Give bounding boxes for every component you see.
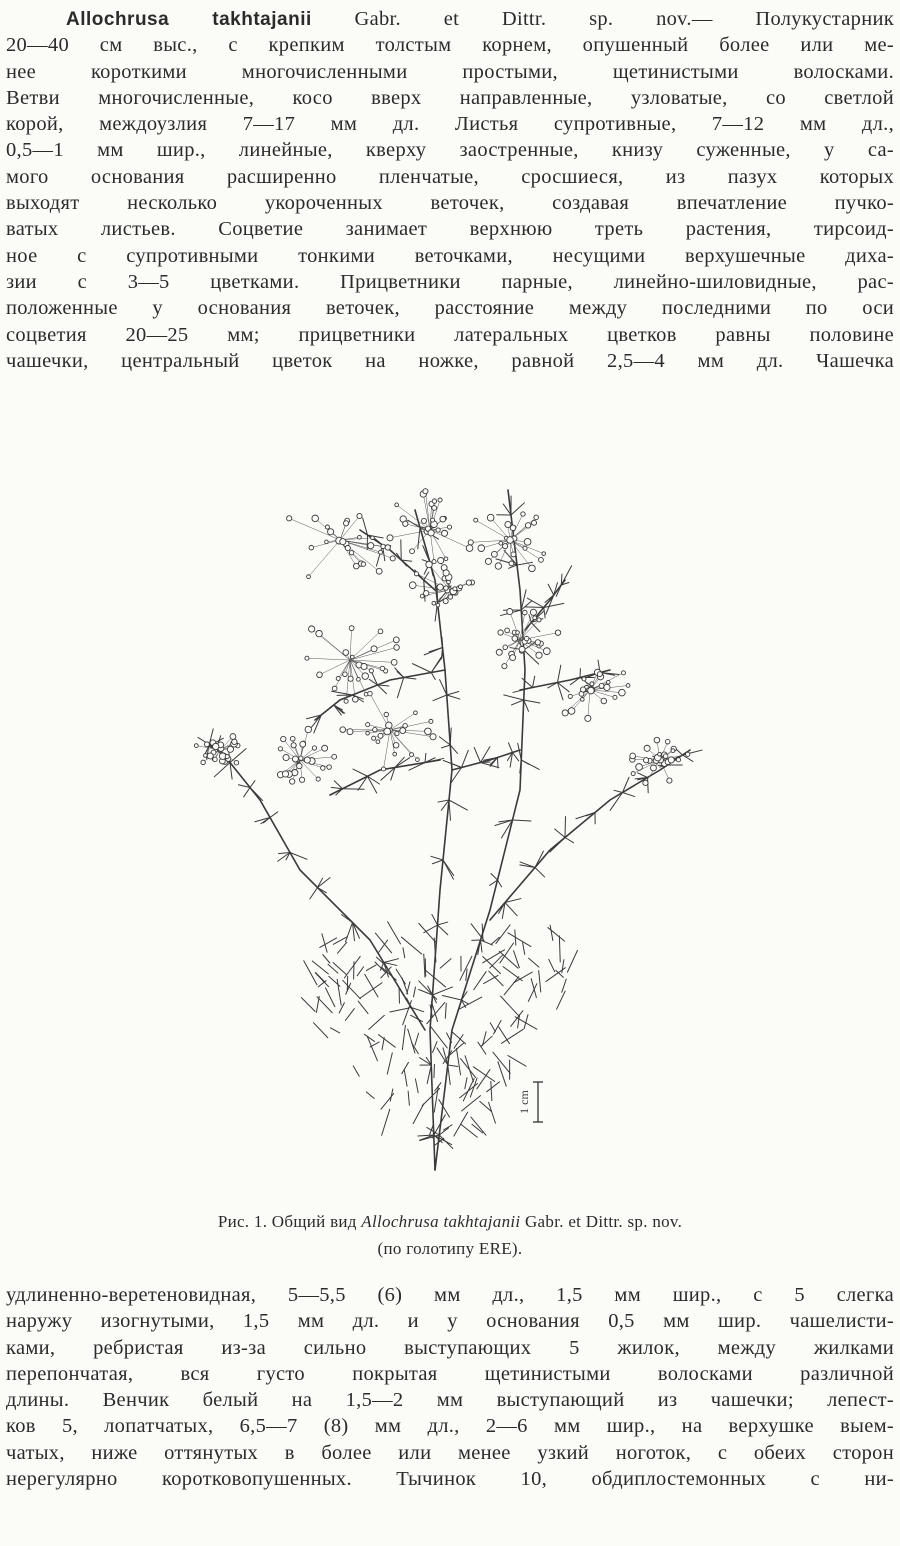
- paragraph-bottom: [6, 1282, 894, 1492]
- text-line: ное с супротивными тонкими веточками, несущими верхушечные диха-: [6, 244, 894, 267]
- text-line: наружу изогнутыми, 1,5 мм дл. и у основания 0,5 мм шир. чашелисти-: [6, 1310, 894, 1333]
- caption-suffix: Gabr. et Dittr. sp. nov.: [520, 1212, 683, 1231]
- caption-species: Allochrusa takhtajanii: [361, 1212, 521, 1231]
- text-line: чатых, ниже оттянутых в более или менее узкий ноготок, с обеих сторон: [6, 1441, 894, 1464]
- text-line: корой, междоузлия 7—17 мм дл. Листья супротивные, 7—12 мм дл.,: [6, 113, 894, 136]
- text-line: зии с 3—5 цветками. Прицветники парные, линейно-шиловидные, рас-: [6, 270, 894, 293]
- text-line-1-rest: Gabr. et Dittr. sp. nov.— Полукустарник: [311, 8, 894, 30]
- species-name: Allochrusa takhtajanii: [66, 9, 312, 30]
- text-line: соцветия 20—25 мм; прицветники латеральных цветков равны половине: [6, 323, 894, 346]
- caption-line-1: [0, 1208, 900, 1235]
- figure-caption: [0, 1208, 900, 1262]
- text-line-1: [6, 6, 894, 32]
- text-line: мого основания расширенно пленчатые, сросшиеся, из пазух которых: [6, 165, 894, 188]
- text-line: нерегулярно коротковопушенных. Тычинок 10, обдиплостемонных с ни-: [6, 1468, 894, 1491]
- text-line: выходят несколько укороченных веточек, создавая впечатление пучко-: [6, 192, 894, 215]
- text-line: длины. Венчик белый на 1,5—2 мм выступающий из чашечки; лепест-: [6, 1389, 894, 1412]
- text-line: 0,5—1 мм шир., линейные, кверху заостренные, книзу суженные, у са-: [6, 139, 894, 162]
- scale-bar: [517, 1082, 543, 1122]
- caption-line-2: (по голотипу ERE).: [377, 1239, 523, 1258]
- text-line: чашечки, центральный цветок на ножке, равной 2,5—4 мм дл. Чашечка: [6, 349, 894, 372]
- text-line: перепончатая, вся густо покрытая щетинистыми волосками различной: [6, 1362, 894, 1385]
- text-line: удлиненно-веретеновидная, 5—5,5 (6) мм дл., 1,5 мм шир., с 5 слегка: [6, 1284, 894, 1306]
- text-line: нее короткими многочисленными простыми, щетинистыми волосками.: [6, 60, 894, 83]
- plant-drawing: [190, 470, 730, 1190]
- text-line: Ветви многочисленные, косо вверх направленные, узловатые, со светлой: [6, 86, 894, 109]
- text-line: положенные у основания веточек, расстояние между последними по оси: [6, 297, 894, 320]
- plant-illustration: [190, 470, 730, 1190]
- text-line: ватых листьев. Соцветие занимает верхнюю треть растения, тирсоид-: [6, 218, 894, 241]
- text-line: ков 5, лопатчатых, 6,5—7 (8) мм дл., 2—6 мм шир., на верхушке выем-: [6, 1415, 894, 1438]
- text-line: ками, ребристая из-за сильно выступающих 5 жилок, между жилками: [6, 1336, 894, 1359]
- paragraph-top: [6, 6, 894, 374]
- caption-prefix: Рис. 1. Общий вид: [217, 1212, 362, 1231]
- scale-label: 1 cm: [517, 1090, 531, 1114]
- text-line: 20—40 см выс., с крепким толстым корнем, опушенный более или ме-: [6, 34, 894, 57]
